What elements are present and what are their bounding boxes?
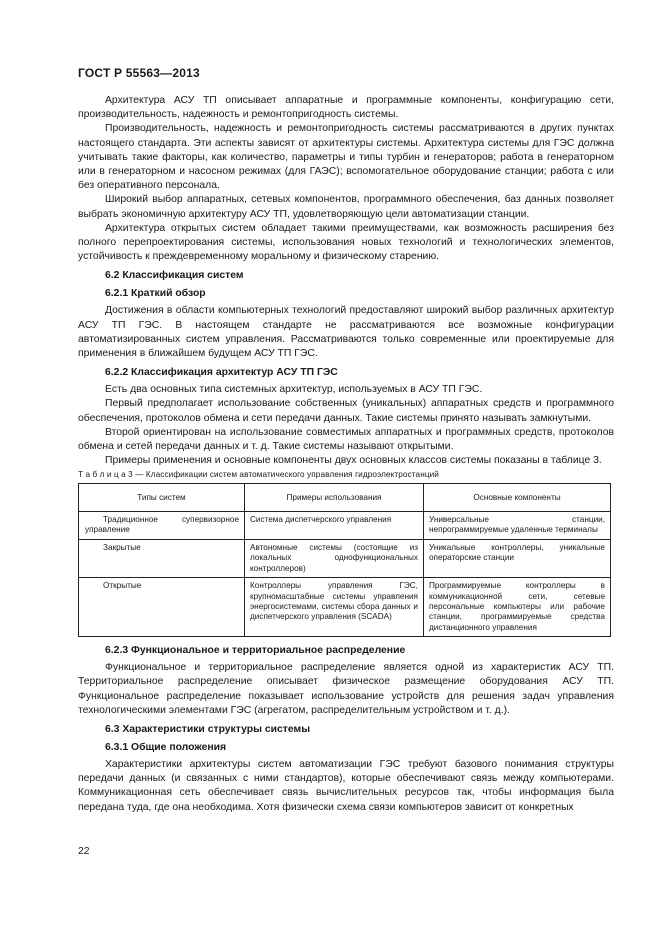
table-cell: Автономные системы (состоящие из локальных однофункциональных контроллеров) <box>245 539 424 577</box>
system-type: Открытые <box>103 581 142 591</box>
table-header-cell: Примеры использования <box>245 483 424 511</box>
table-row <box>79 578 611 637</box>
paragraph: Функциональное и территориальное распределение является одной из характеристик АСУ ТП. Территориальное распределение описывает физическое размещение оборудования АСУ ТП. Функциональное распределение показывает использование устройств для решения задач управления технологическими элементами ГЭС (агрегатом, распределительным устройством и т. д.). <box>78 662 614 716</box>
table-row <box>79 512 611 540</box>
paragraph: Второй ориентирован на использование совместимых аппаратных и программных средств, протоколов обмена и сетей передачи данных и т. д. Такие системы называют открытыми. <box>78 426 614 453</box>
section-heading-6-2: 6.2 Классификация систем <box>105 270 244 282</box>
classification-table <box>78 483 611 637</box>
table-caption: Т а б л и ц а 3 — Классификации систем автоматического управления гидроэлектростанций <box>78 470 439 480</box>
table-header-cell: Типы систем <box>79 483 245 511</box>
section-heading-6-3-1: 6.3.1 Общие положения <box>105 741 227 753</box>
section-heading-6-2-2: 6.2.2 Классификация архитектур АСУ ТП ГЭС <box>105 367 338 379</box>
table-row <box>79 539 611 577</box>
table-cell <box>79 578 245 637</box>
paragraph: Первый предполагает использование собственных (уникальных) аппаратных средств и программного обеспечения, протоколов обмена и сети передачи данных. Такие системы принято называть замкнутыми. <box>78 398 614 424</box>
section-heading-6-2-1: 6.2.1 Краткий обзор <box>105 288 206 300</box>
standard-header: ГОСТ Р 55563—2013 <box>78 66 200 80</box>
paragraph: Характеристики архитектуры систем автоматизации ГЭС требуют базового понимания структуры передачи данных (и связанных с ними стандартов), которые обеспечивают связь между компьютерами. Коммуникационная сеть обеспечивает связь вычислительных ресурсов так, чтобы информация была передана туда, где она необходима. Хотя физически схема связи компьютеров зависит от конкретных <box>78 758 614 813</box>
paragraph: Достижения в области компьютерных технологий предоставляют широкий выбор различных архитектур АСУ ТП ГЭС. В настоящем стандарте не рассматриваются все возможные конфигурации автоматизированных систем управления. Рассматриваются только современные или проектируемые для применения в ближайшем будущем АСУ ТП ГЭС. <box>78 305 614 360</box>
table-cell: Уникальные контроллеры, уникальные операторские станции <box>424 539 611 577</box>
table-cell <box>79 512 245 540</box>
table-header-cell: Основные компоненты <box>424 483 611 511</box>
table-cell: Универсальные станции, непрограммируемые удаленные терминалы <box>424 512 611 540</box>
page-number: 22 <box>78 846 90 857</box>
paragraph: Примеры применения и основные компоненты двух основных классов системы показаны в таблице 3. <box>105 455 602 467</box>
table-cell <box>79 539 245 577</box>
paragraph: Есть два основных типа системных архитектур, используемых в АСУ ТП ГЭС. <box>105 384 483 396</box>
section-heading-6-2-3: 6.2.3 Функциональное и территориальное распределение <box>105 645 406 657</box>
table-cell: Система диспетчерского управления <box>245 512 424 540</box>
paragraph: Архитектура открытых систем обладает такими преимуществами, как возможность расширения без полного перепроектирования системы, использования новых технологий и технологических элементов, устойчивость к преждевременному моральному и физическому старению. <box>78 222 614 263</box>
paragraph: Производительность, надежность и ремонтопригодность системы рассматриваются в других пунктах настоящего стандарта. Эти аспекты зависят от архитектуры системы. Архитектура системы для ГЭС должна учитывать такие факторы, как количество, параметры и типы турбин и генераторов; работа в генераторном или в генераторном и насосном режимах (для ГАЭС); вспомогательное оборудование станции; работа с или без оперативного персонала. <box>78 123 614 192</box>
table-cell: Программируемые контроллеры в коммуникационной сети, сетевые персональные компьютеры или рабочие станции, программируемые средства дистанционного управления <box>424 578 611 637</box>
paragraph: Широкий выбор аппаратных, сетевых компонентов, программного обеспечения, баз данных позволяет выбрать экономичную архитектуру АСУ ТП, удовлетворяющую цели автоматизации станции. <box>78 194 614 220</box>
system-type: Закрытые <box>103 542 141 552</box>
paragraph: Архитектура АСУ ТП описывает аппаратные и программные компоненты, конфигурацию сети, производительность, надежность и ремонтопригодность системы. <box>78 95 614 121</box>
section-heading-6-3: 6.3 Характеристики структуры системы <box>105 723 311 735</box>
system-type: Традиционное супервизорное управление <box>85 515 239 535</box>
table-header-row <box>79 483 611 511</box>
table-cell: Контроллеры управления ГЭС, крупномасштабные системы управления энергосистемами, системы сбора данных и диспетчерского управления (SCADA) <box>245 578 424 637</box>
page-content <box>78 94 614 815</box>
